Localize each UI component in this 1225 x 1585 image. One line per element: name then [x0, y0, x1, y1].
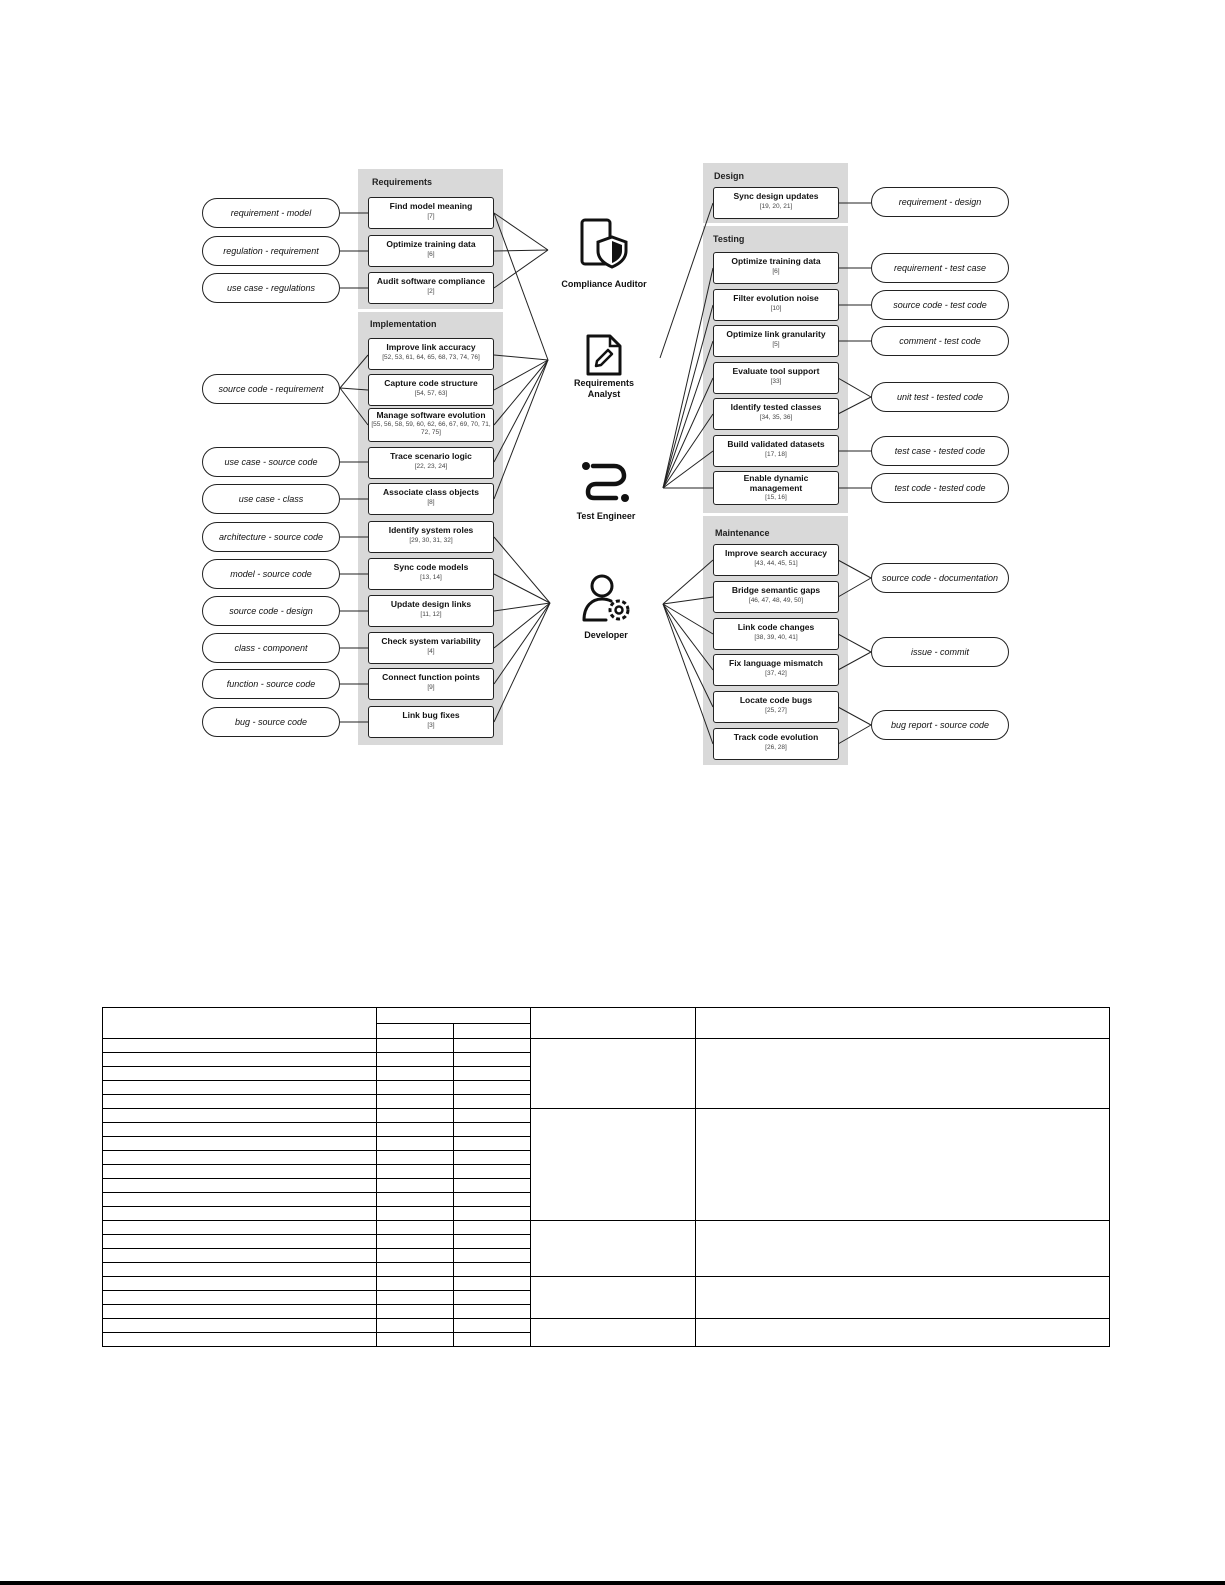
task-title: Filter evolution noise: [733, 293, 819, 303]
testing-panel-title: Testing: [713, 234, 745, 244]
user-gear-icon: [580, 572, 632, 624]
role-label-test-engineer: Test Engineer: [576, 511, 636, 521]
task-refs: [13, 14]: [420, 574, 442, 581]
artifact-pill: use case - regulations: [202, 273, 340, 303]
task-refs: [19, 20, 21]: [759, 203, 793, 210]
task-title: Evaluate tool support: [732, 366, 820, 376]
task-box: [713, 362, 839, 394]
task-title: Sync design updates: [733, 191, 819, 201]
page-bottom-rule: [0, 1581, 1225, 1585]
task-title: Fix language mismatch: [729, 658, 823, 668]
task-refs: [43, 44, 45, 51]: [754, 560, 798, 567]
task-title: Improve search accuracy: [724, 548, 828, 558]
task-box: [713, 325, 839, 357]
task-box: [368, 447, 494, 479]
task-refs: [17, 18]: [765, 451, 787, 458]
artifact-pill: model - source code: [202, 559, 340, 589]
task-box: [713, 289, 839, 321]
test-path-icon: [580, 460, 632, 504]
artifact-pill: regulation - requirement: [202, 236, 340, 266]
task-box: [713, 435, 839, 467]
artifact-pill: bug report - source code: [871, 710, 1009, 740]
artifact-pill: requirement - design: [871, 187, 1009, 217]
task-title: Locate code bugs: [739, 695, 813, 705]
task-box: [368, 483, 494, 515]
task-title: Associate class objects: [383, 487, 479, 497]
artifact-pill: source code - requirement: [202, 374, 340, 404]
role-label-analyst: Analyst: [587, 389, 621, 399]
artifact-pill: source code - test code: [871, 290, 1009, 320]
task-refs: [22, 23, 24]: [414, 463, 448, 470]
task-refs: [3]: [427, 722, 435, 729]
task-refs: [25, 27]: [765, 707, 787, 714]
task-box: [368, 668, 494, 700]
task-title: Optimize training data: [386, 239, 476, 249]
task-refs: [26, 28]: [765, 744, 787, 751]
task-title: Link bug fixes: [402, 710, 460, 720]
task-title: Identify tested classes: [730, 402, 822, 412]
task-box: [368, 595, 494, 627]
task-box: [713, 654, 839, 686]
artifact-pill: test code - tested code: [871, 473, 1009, 503]
artifact-pill: function - source code: [202, 669, 340, 699]
artifact-pill: use case - class: [202, 484, 340, 514]
task-title: Connect function points: [382, 672, 480, 682]
task-title: Update design links: [390, 599, 472, 609]
artifact-pill: source code - design: [202, 596, 340, 626]
task-refs: [33]: [770, 378, 782, 385]
task-box: [713, 581, 839, 613]
task-title: Sync code models: [393, 562, 469, 572]
task-title: Trace scenario logic: [390, 451, 472, 461]
task-box: [368, 558, 494, 590]
task-box: [368, 272, 494, 304]
empty-table: [102, 1007, 1110, 1347]
task-refs: [52, 53, 61, 64, 65, 68, 73, 74, 76]: [382, 354, 480, 361]
artifact-pill: requirement - test case: [871, 253, 1009, 283]
task-box: [368, 706, 494, 738]
artifact-pill: source code - documentation: [871, 563, 1009, 593]
role-label-requirements: Requirements: [573, 378, 635, 388]
design-panel-title: Design: [714, 171, 745, 181]
artifact-pill: test case - tested code: [871, 436, 1009, 466]
task-box: [368, 408, 494, 442]
task-refs: [2]: [427, 288, 435, 295]
task-box: [713, 187, 839, 219]
task-box: [713, 544, 839, 576]
artifact-pill: comment - test code: [871, 326, 1009, 356]
task-title: Build validated datasets: [727, 439, 825, 449]
task-box: [713, 691, 839, 723]
shield-document-icon: [578, 217, 630, 269]
task-title: Audit software compliance: [376, 276, 486, 286]
task-title: Link code changes: [737, 622, 815, 632]
task-box: [368, 374, 494, 406]
implementation-panel-title: Implementation: [370, 319, 437, 329]
artifact-pill: issue - commit: [871, 637, 1009, 667]
artifact-pill: requirement - model: [202, 198, 340, 228]
traceability-diagram: [0, 0, 1225, 790]
task-refs: [55, 56, 58, 59, 60, 62, 66, 67, 69, 70, 71, 72, 75]: [371, 421, 491, 436]
task-refs: [7]: [427, 213, 435, 220]
task-refs: [29, 30, 31, 32]: [409, 537, 453, 544]
pencil-document-icon: [584, 333, 624, 377]
task-refs: [15, 16]: [765, 494, 787, 501]
task-title: Track code evolution: [733, 732, 819, 742]
artifact-pill: architecture - source code: [202, 522, 340, 552]
artifact-pill: use case - source code: [202, 447, 340, 477]
role-label-compliance-auditor: Compliance Auditor: [561, 279, 647, 289]
task-title: Check system variability: [381, 636, 481, 646]
task-refs: [10]: [770, 305, 782, 312]
task-title: Improve link accuracy: [386, 342, 476, 352]
task-refs: [9]: [427, 684, 435, 691]
artifact-pill: class - component: [202, 633, 340, 663]
requirements-panel-title: Requirements: [372, 177, 433, 187]
task-box: [368, 632, 494, 664]
task-box: [713, 471, 839, 505]
task-refs: [8]: [427, 499, 435, 506]
task-refs: [38, 39, 40, 41]: [754, 634, 798, 641]
task-box: [713, 728, 839, 760]
task-box: [368, 338, 494, 370]
task-title: Manage software evolution: [376, 410, 486, 420]
task-title: Find model meaning: [389, 201, 473, 211]
task-refs: [4]: [427, 648, 435, 655]
task-refs: [34, 35, 36]: [759, 414, 793, 421]
task-refs: [46, 47, 48, 49, 50]: [748, 597, 804, 604]
task-title: Enable dynamic management: [743, 473, 809, 493]
task-title: Bridge semantic gaps: [731, 585, 821, 595]
task-refs: [5]: [772, 341, 780, 348]
task-box: [368, 521, 494, 553]
task-refs: [37, 42]: [765, 670, 787, 677]
artifact-pill: bug - source code: [202, 707, 340, 737]
artifact-pill: unit test - tested code: [871, 382, 1009, 412]
task-refs: [54, 57, 63]: [414, 390, 448, 397]
task-title: Capture code structure: [384, 378, 478, 388]
task-refs: [6]: [772, 268, 780, 275]
task-box: [368, 197, 494, 229]
task-title: Optimize link granularity: [726, 329, 826, 339]
task-box: [713, 618, 839, 650]
task-title: Identify system roles: [388, 525, 474, 535]
task-refs: [6]: [427, 251, 435, 258]
task-box: [713, 398, 839, 430]
task-box: [368, 235, 494, 267]
task-refs: [11, 12]: [420, 611, 442, 618]
task-box: [713, 252, 839, 284]
maintenance-panel-title: Maintenance: [715, 528, 770, 538]
task-title: Optimize training data: [731, 256, 821, 266]
role-label-developer: Developer: [584, 630, 628, 640]
